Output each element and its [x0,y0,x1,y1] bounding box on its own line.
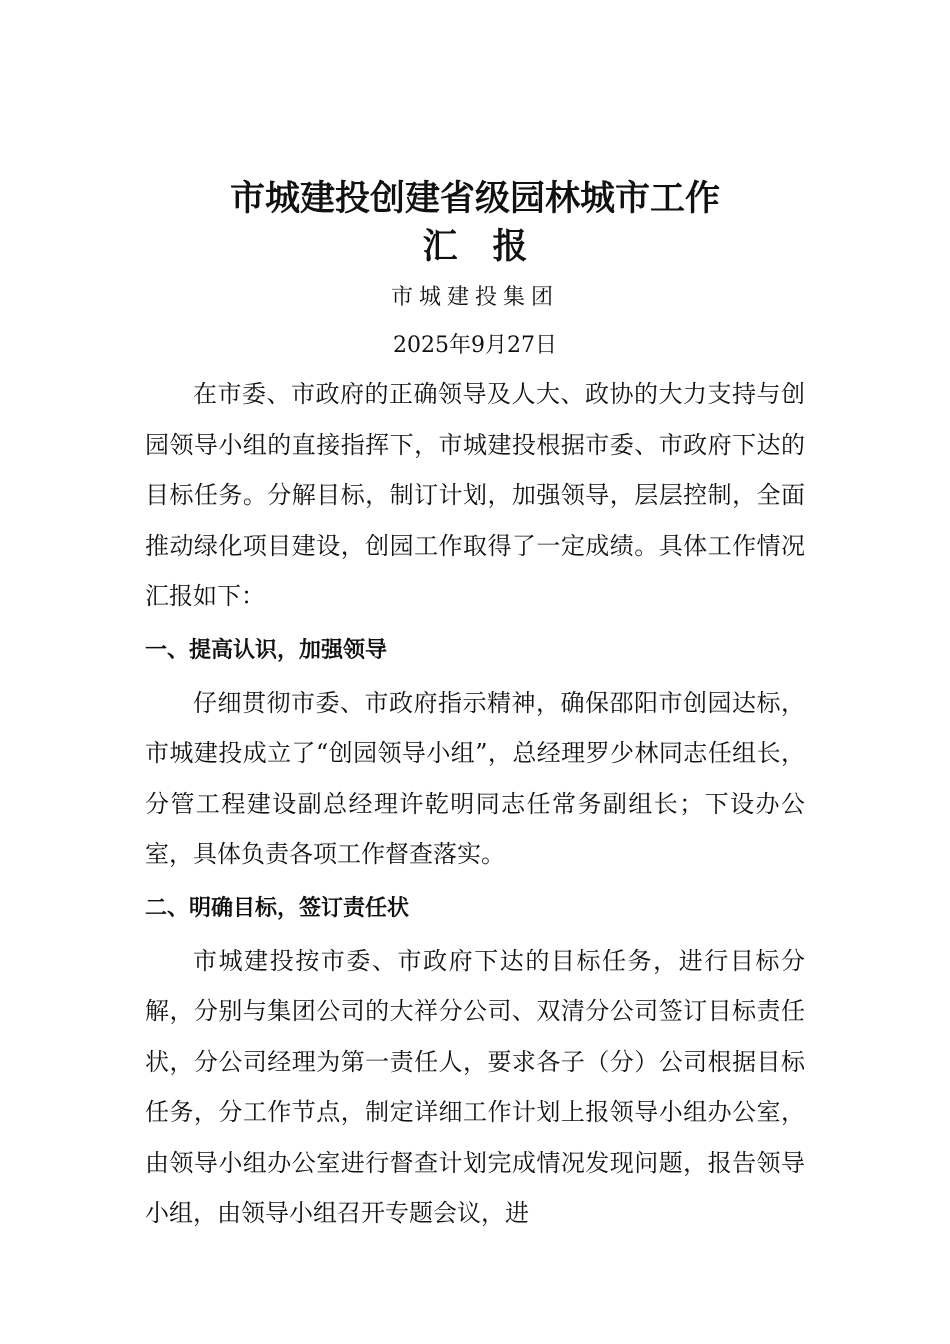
document-date: 2025年9月27日 [393,333,557,358]
document-title-line2: 汇 报 [422,226,528,267]
section-body: 仔细贯彻市委、市政府指示精神，确保邵阳市创园达标，市城建投成立了“创园领导小组”，总经理罗少林同志任组长，分管工程建设副总经理许乾明同志任常务副组长；下设办公室，具体负责各项工作督查落实。 [145,688,805,868]
document-title-line1: 市城建投创建省级园林城市工作 [229,178,720,219]
section-body: 市城建投按市委、市政府下达的目标任务，进行目标分解，分别与集团公司的大祥分公司、双清分公司签订目标责任状，分公司经理为第一责任人，要求各子（分）公司根据目标任务，分工作节点，制定详细工作计划上报领导小组办公室，由领导小组办公室进行督查计划完成情况发现问题，报告领导小组，由领导小组召开专题会议，进 [145,946,805,1227]
section-2 [145,888,805,1239]
section-heading: 一、提高认识，加强领导 [145,636,388,663]
intro-paragraph: 在市委、市政府的正确领导及人大、政协的大力支持与创园领导小组的直接指挥下，市城建投根据市委、市政府下达的目标任务。分解目标，制订计划，加强领导，层层控制，全面推动绿化项目建设，创园工作取得了一定成绩。具体工作情况汇报如下： [145,380,805,610]
section-1 [145,630,805,880]
section-heading: 二、明确目标，签订责任状 [145,894,410,921]
document-organization: 市城建投集团 [390,285,559,310]
